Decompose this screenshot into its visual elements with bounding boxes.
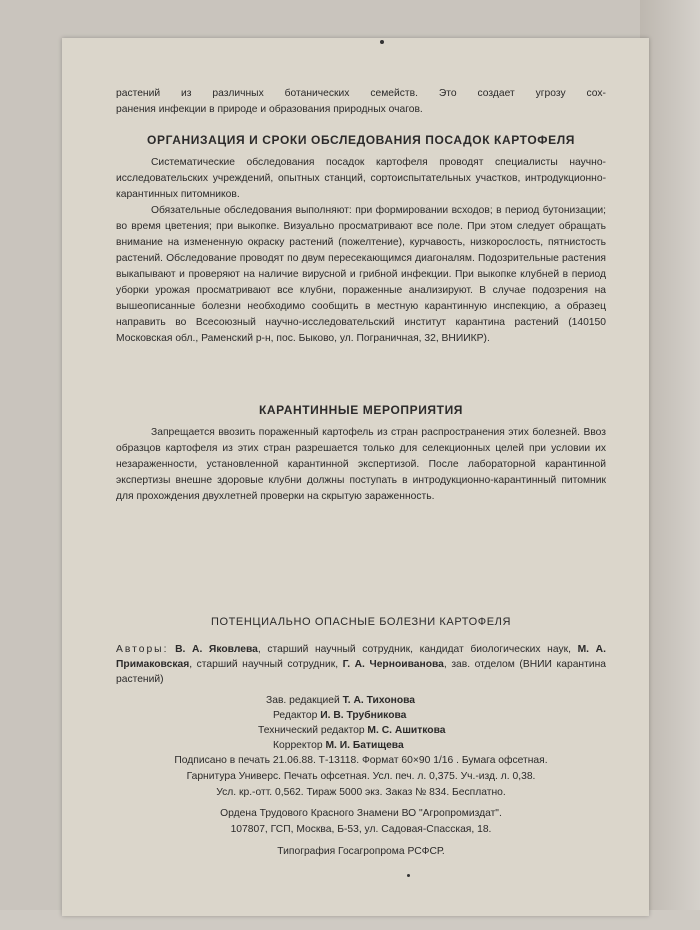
editor-line (266, 708, 606, 723)
intro-line: растений из различных ботанических семейств. Это создает угрозу сох- (116, 88, 606, 99)
editor-line (258, 723, 606, 738)
intro-text (116, 86, 606, 118)
author-name: Г. А. Черноиванова (342, 659, 444, 670)
printer-line: Типография Госагропрома РСФСР. (277, 846, 445, 857)
print-line: Подписано в печать 21.06.88. Т-13118. Формат 60×90 1/16 . Бумага офсетная. (174, 755, 548, 766)
authors-block (116, 642, 606, 687)
author-role: , зав. отделом (ВНИИ карантина растений) (116, 659, 606, 685)
paragraph-quarantine: Запрещается ввозить пораженный картофель из стран распространения этих болезней. Ввоз образцов картофеля из этих стран разрешается только для селекционных целей при условии их незараженности, установленной карантинной экспертизой. После лабораторной карантинной экспертизы внешне здоровые клубни должны поступать в интродукционно-карантинный питомник для прохождения двухлетней проверки на скрытую зараженность. (116, 427, 606, 502)
paragraph-survey-2: Обязательные обследования выполняют: при формировании всходов; в период бутонизации; во время цветения; при выкопке. Визуально просматривают все поле. При этом следует обращать внимание на измененную окраску растений (пожелтение), курчавость, низкорослость, пятнистость растений. Обследование проводят по двум пересекающимся диагоналям. Подозрительные растения выкапывают и проверяют на наличие вирусной и грибной инфекции. При выкопке клубней в период уборки урожая просматривают все клубни, пораженные анализируют. В случае подозрения на вышеописанные болезни необходимо сообщить в местную карантинную инспекцию, а образец направить во Всесоюзный научно-исследовательский институт карантина растений (140150 Московская обл., Раменский р-н, пос. Быково, ул. Пограничная, 32, ВНИИКР). (116, 205, 606, 344)
editor-role: Зав. редакцией (266, 695, 340, 706)
paragraph-survey-1: Систематические обследования посадок картофеля проводят специалисты научно-исследовательских учреждений, опытных станций, сортоиспытательных участков, интродукционно-карантинных питомников. (116, 157, 606, 200)
editor-line (266, 693, 606, 708)
editor-role: Технический редактор (258, 725, 365, 736)
editor-name: М. И. Батищева (325, 740, 404, 751)
background-right (640, 0, 700, 930)
editor-name: Т. А. Тихонова (342, 695, 416, 706)
section-survey-body (116, 155, 606, 347)
editor-role: Корректор (273, 740, 323, 751)
print-info (116, 753, 606, 801)
document-page (62, 38, 649, 916)
paper-dot (380, 40, 384, 44)
editors-block (258, 693, 606, 753)
publisher-line: 107807, ГСП, Москва, Б-53, ул. Садовая-Спасская, 18. (230, 824, 492, 835)
author-role: , старший научный сотрудник, кандидат биологических наук, (257, 644, 571, 655)
section-quarantine-body (116, 425, 606, 505)
author-role: , старший научный сотрудник, (189, 659, 339, 670)
editor-role: Редактор (273, 710, 318, 721)
section-heading-survey: ОРГАНИЗАЦИЯ И СРОКИ ОБСЛЕДОВАНИЯ ПОСАДОК КАРТОФЕЛЯ (147, 133, 575, 147)
intro-line: ранения инфекции в природе и образования природных очагов. (116, 104, 423, 115)
print-line: Усл. кр.-отт. 0,562. Тираж 5000 экз. Заказ № 834. Бесплатно. (216, 787, 506, 798)
editor-line (266, 738, 606, 753)
editor-name: И. В. Трубникова (320, 710, 407, 721)
print-line: Гарнитура Универс. Печать офсетная. Усл. печ. л. 0,375. Уч.-изд. л. 0,38. (186, 771, 536, 782)
authors-label: Авторы: (116, 644, 169, 655)
publisher-info (116, 806, 606, 838)
editor-name: М. С. Ашиткова (367, 725, 446, 736)
colophon-title: ПОТЕНЦИАЛЬНО ОПАСНЫЕ БОЛЕЗНИ КАРТОФЕЛЯ (210, 616, 512, 628)
author-name: М. А. Примаковская (116, 644, 606, 670)
paper-dot (407, 874, 410, 877)
author-name: В. А. Яковлева (175, 644, 258, 655)
publisher-line: Ордена Трудового Красного Знамени ВО "Агропромиздат". (220, 808, 502, 819)
section-heading-quarantine: КАРАНТИННЫЕ МЕРОПРИЯТИЯ (258, 403, 464, 417)
